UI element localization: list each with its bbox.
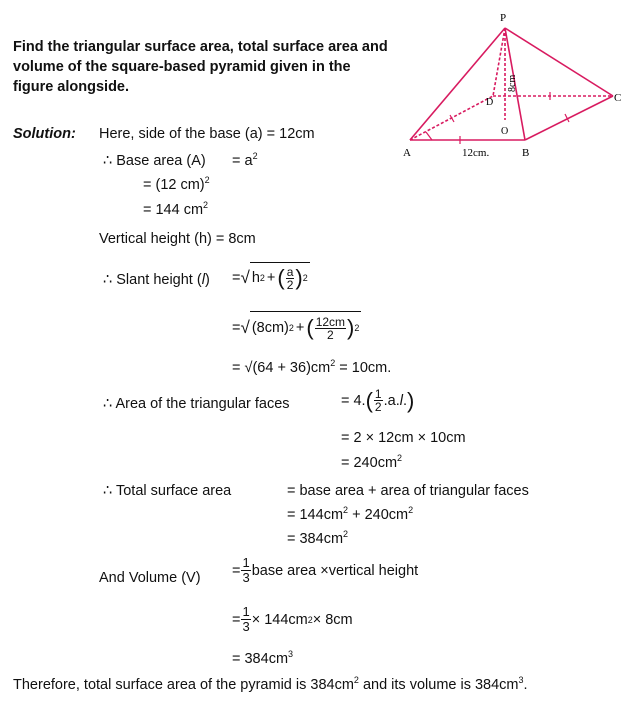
edge-pd	[493, 28, 505, 96]
edge-bc	[525, 96, 613, 140]
conclusion: Therefore, total surface area of the pyramid is $384cm^2$ and its volume is $384cm^3$.	[13, 675, 528, 693]
label-p: P	[500, 12, 507, 24]
slant-formula: = √ h 2 + ( $\frac{a}{2}$ ) 2	[232, 262, 310, 293]
problem-statement: Find the triangular surface area, total surface area and volume of the square-based pyramid given in the figure alongside.	[13, 39, 388, 95]
base-area-step1: = (12 cm)$^2$	[143, 175, 210, 193]
label-a: A	[403, 147, 411, 159]
tsa-eq2: = $144cm^2 + 240cm^2$	[287, 505, 414, 523]
label-o: O	[501, 126, 509, 137]
side-line: Here, side of the base (a) = 12cm	[99, 126, 315, 142]
tsa-label: ∴ Total surface area	[103, 483, 232, 499]
solution-label: Solution:	[13, 126, 76, 142]
right-angle-mark	[426, 132, 432, 140]
base-area-label: ∴ Base area (A)	[103, 153, 206, 169]
pyramid-figure	[400, 8, 624, 168]
vol-label: And Volume (V)	[99, 570, 201, 586]
edge-pa	[410, 28, 505, 140]
label-d: D	[486, 97, 494, 108]
slant-label: ∴ Slant height (l)	[103, 272, 210, 288]
edge-pc	[505, 28, 613, 96]
base-area-eq: = $a^2$	[232, 151, 258, 169]
tri-step3: = $240cm^2$	[341, 453, 403, 471]
slant-step2: = √ (8cm) 2 + ( $\frac{12cm}{2}$ ) 2	[232, 311, 361, 344]
vol-eq3: = $384cm^3$	[232, 649, 294, 667]
base-area-step2: = 144 $cm^2$	[143, 200, 209, 218]
tsa-eq1: = base area + area of triangular faces	[287, 483, 529, 499]
vol-eq2: = $\frac{1}{3}$ × 144cm 2 × 8cm	[232, 604, 353, 634]
slant-step3: = $√(64 + 36)cm^2 = 10cm$.	[232, 358, 392, 376]
tri-step2: = 2 × 12cm × 10cm	[341, 430, 466, 446]
label-b: B	[522, 147, 530, 159]
tsa-eq3: = $384cm^2$	[287, 529, 349, 547]
height-line: Vertical height (h) = 8cm	[99, 231, 256, 247]
label-c: C	[614, 92, 622, 104]
tri-eq: = 4. ( $\frac{1}{2}$ .a. l . )	[341, 387, 415, 414]
label-12cm: 12cm.	[462, 147, 490, 159]
label-8cm: 8cm	[507, 74, 518, 92]
vol-eq1: = $\frac{1}{3}$ base area ×vertical height	[232, 555, 419, 585]
tri-label: ∴ Area of the triangular faces	[103, 396, 290, 412]
